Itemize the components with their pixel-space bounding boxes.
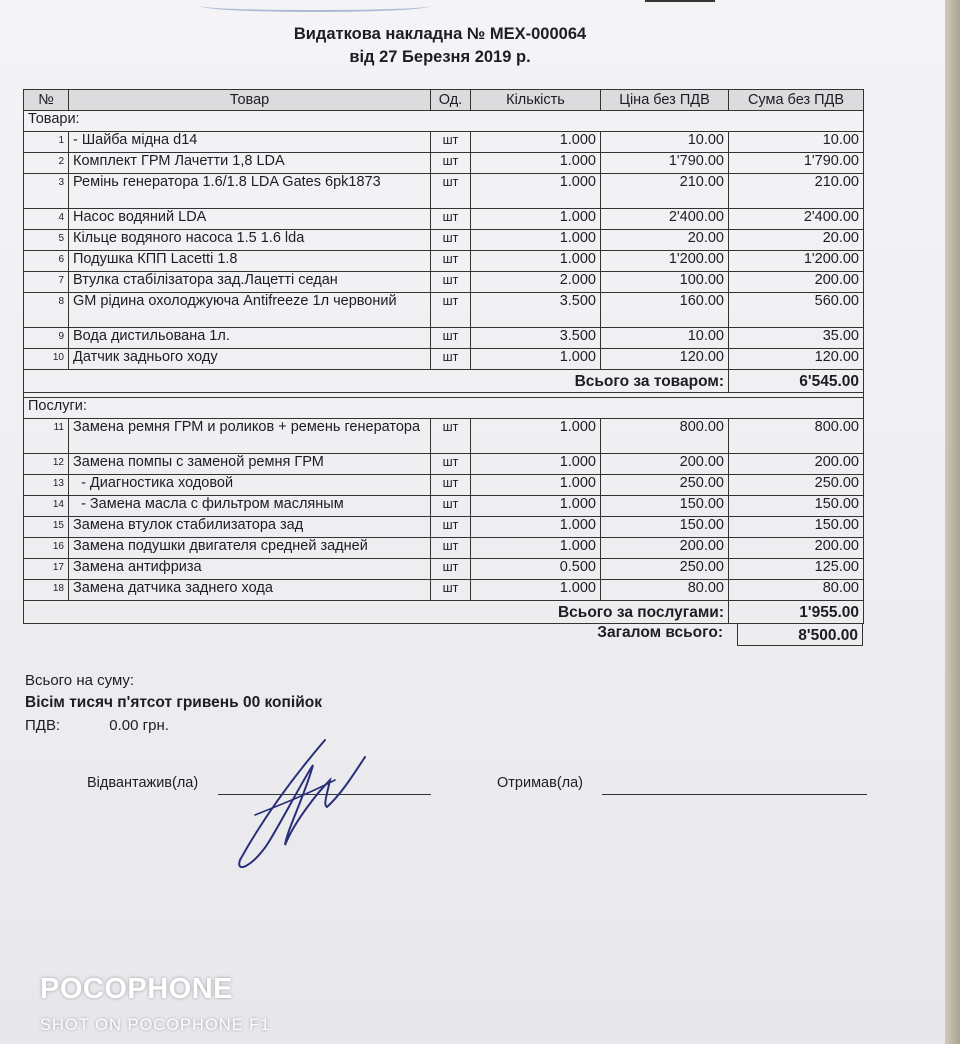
row-sum: 1'200.00 <box>729 251 864 272</box>
row-unit: шт <box>431 272 471 293</box>
row-number: 11 <box>24 419 69 454</box>
row-item-name: Кільце водяного насоса 1.5 1.6 lda <box>69 230 431 251</box>
row-unit: шт <box>431 496 471 517</box>
table-row <box>24 272 864 293</box>
section-label-services: Послуги: <box>24 398 864 419</box>
row-sum: 2'400.00 <box>729 209 864 230</box>
received-by-line <box>602 794 867 795</box>
document-title: Видаткова накладна № МЕХ-000064 <box>293 25 587 43</box>
table-row <box>24 230 864 251</box>
row-number: 3 <box>24 174 69 209</box>
row-sum: 150.00 <box>729 496 864 517</box>
row-quantity: 3.500 <box>471 328 601 349</box>
row-item-name: Замена антифриза <box>69 559 431 580</box>
row-unit: шт <box>431 349 471 370</box>
row-number: 17 <box>24 559 69 580</box>
table-row <box>24 153 864 174</box>
row-quantity: 1.000 <box>471 454 601 475</box>
table-row <box>24 174 864 209</box>
row-quantity: 1.000 <box>471 153 601 174</box>
row-quantity: 1.000 <box>471 419 601 454</box>
row-sum: 35.00 <box>729 328 864 349</box>
row-price: 250.00 <box>601 559 729 580</box>
row-price: 20.00 <box>601 230 729 251</box>
table-row <box>24 454 864 475</box>
pen-scribble <box>200 0 430 12</box>
invoice-table <box>23 89 864 624</box>
services-total-label: Всього за послугами: <box>24 601 729 624</box>
header-quantity: Кількість <box>471 90 601 111</box>
goods-total-value: 6'545.00 <box>729 370 864 393</box>
goods-total-row <box>24 370 864 393</box>
row-price: 200.00 <box>601 538 729 559</box>
table-row <box>24 349 864 370</box>
table-row <box>24 580 864 601</box>
row-quantity: 1.000 <box>471 580 601 601</box>
table-row <box>24 475 864 496</box>
section-row-services <box>24 398 864 419</box>
table-row <box>24 251 864 272</box>
row-item-name: GM рідина охолоджуюча Antifreeze 1л червоний <box>69 293 431 328</box>
row-item-name: Комплект ГРМ Лачетти 1,8 LDA <box>69 153 431 174</box>
row-price: 200.00 <box>601 454 729 475</box>
row-number: 10 <box>24 349 69 370</box>
goods-total-label: Всього за товаром: <box>24 370 729 393</box>
row-item-name: Ремінь генератора 1.6/1.8 LDA Gates 6pk1873 <box>69 174 431 209</box>
row-sum: 210.00 <box>729 174 864 209</box>
table-header-row <box>24 90 864 111</box>
section-label-goods: Товари: <box>24 111 864 132</box>
row-price: 250.00 <box>601 475 729 496</box>
row-sum: 10.00 <box>729 132 864 153</box>
row-number: 8 <box>24 293 69 328</box>
row-sum: 80.00 <box>729 580 864 601</box>
row-unit: шт <box>431 475 471 496</box>
camera-watermark-brand: POCOPHONE <box>40 973 234 1005</box>
row-price: 10.00 <box>601 132 729 153</box>
sum-label: Всього на суму: <box>25 672 135 689</box>
row-item-name: - Диагностика ходовой <box>69 475 431 496</box>
row-unit: шт <box>431 419 471 454</box>
section-row-goods <box>24 111 864 132</box>
row-unit: шт <box>431 538 471 559</box>
table-row <box>24 496 864 517</box>
row-price: 150.00 <box>601 496 729 517</box>
table-row <box>24 559 864 580</box>
row-number: 7 <box>24 272 69 293</box>
row-unit: шт <box>431 293 471 328</box>
invoice-body <box>24 111 864 624</box>
header-price: Ціна без ПДВ <box>601 90 729 111</box>
row-sum: 200.00 <box>729 272 864 293</box>
services-total-value: 1'955.00 <box>729 601 864 624</box>
table-row <box>24 517 864 538</box>
row-unit: шт <box>431 580 471 601</box>
row-sum: 20.00 <box>729 230 864 251</box>
top-mark <box>645 0 715 2</box>
row-price: 120.00 <box>601 349 729 370</box>
row-unit: шт <box>431 454 471 475</box>
row-quantity: 1.000 <box>471 174 601 209</box>
row-unit: шт <box>431 251 471 272</box>
row-number: 4 <box>24 209 69 230</box>
row-item-name: Датчик заднього ходу <box>69 349 431 370</box>
camera-watermark-caption: SHOT ON POCOPHONE F1 <box>40 1016 271 1034</box>
row-number: 6 <box>24 251 69 272</box>
row-number: 5 <box>24 230 69 251</box>
handwritten-signature <box>225 735 385 880</box>
table-row <box>24 538 864 559</box>
row-item-name: Замена датчика заднего хода <box>69 580 431 601</box>
row-sum: 125.00 <box>729 559 864 580</box>
vat-line <box>25 717 169 734</box>
row-unit: шт <box>431 559 471 580</box>
row-sum: 200.00 <box>729 454 864 475</box>
row-sum: 1'790.00 <box>729 153 864 174</box>
row-item-name: - Замена масла с фильтром масляным <box>69 496 431 517</box>
row-quantity: 1.000 <box>471 132 601 153</box>
row-item-name: - Шайба мідна d14 <box>69 132 431 153</box>
grand-total-label: Загалом всього: <box>597 624 723 641</box>
row-number: 18 <box>24 580 69 601</box>
vat-label: ПДВ: <box>25 717 61 734</box>
grand-total-value: 8'500.00 <box>737 623 863 646</box>
row-sum: 150.00 <box>729 517 864 538</box>
table-row <box>24 132 864 153</box>
vat-value: 0.00 грн. <box>109 717 169 734</box>
row-unit: шт <box>431 328 471 349</box>
row-quantity: 2.000 <box>471 272 601 293</box>
table-row <box>24 209 864 230</box>
row-quantity: 3.500 <box>471 293 601 328</box>
row-quantity: 1.000 <box>471 517 601 538</box>
row-quantity: 1.000 <box>471 251 601 272</box>
row-number: 13 <box>24 475 69 496</box>
row-quantity: 1.000 <box>471 230 601 251</box>
row-price: 2'400.00 <box>601 209 729 230</box>
row-quantity: 1.000 <box>471 496 601 517</box>
row-price: 210.00 <box>601 174 729 209</box>
row-sum: 800.00 <box>729 419 864 454</box>
document-heading <box>0 23 880 69</box>
row-unit: шт <box>431 174 471 209</box>
row-quantity: 1.000 <box>471 209 601 230</box>
row-quantity: 0.500 <box>471 559 601 580</box>
sum-in-words: Вісім тисяч п'ятсот гривень 00 копійок <box>25 694 322 711</box>
header-unit: Од. <box>431 90 471 111</box>
row-price: 10.00 <box>601 328 729 349</box>
services-total-row <box>24 601 864 624</box>
row-item-name: Замена втулок стабилизатора зад <box>69 517 431 538</box>
header-item: Товар <box>69 90 431 111</box>
table-row <box>24 328 864 349</box>
row-number: 2 <box>24 153 69 174</box>
row-price: 1'200.00 <box>601 251 729 272</box>
header-number: № <box>24 90 69 111</box>
row-sum: 120.00 <box>729 349 864 370</box>
row-item-name: Вода дистильована 1л. <box>69 328 431 349</box>
row-unit: шт <box>431 517 471 538</box>
row-price: 1'790.00 <box>601 153 729 174</box>
row-item-name: Замена ремня ГРМ и роликов + ремень генератора <box>69 419 431 454</box>
row-sum: 560.00 <box>729 293 864 328</box>
row-sum: 200.00 <box>729 538 864 559</box>
row-quantity: 1.000 <box>471 538 601 559</box>
row-number: 12 <box>24 454 69 475</box>
background-edge <box>945 0 960 1044</box>
shipped-by-label: Відвантажив(ла) <box>87 775 199 791</box>
row-item-name: Насос водяний LDA <box>69 209 431 230</box>
row-price: 100.00 <box>601 272 729 293</box>
row-number: 16 <box>24 538 69 559</box>
header-sum: Сума без ПДВ <box>729 90 864 111</box>
row-number: 14 <box>24 496 69 517</box>
row-item-name: Замена помпы с заменой ремня ГРМ <box>69 454 431 475</box>
row-sum: 250.00 <box>729 475 864 496</box>
row-quantity: 1.000 <box>471 349 601 370</box>
row-unit: шт <box>431 209 471 230</box>
row-price: 160.00 <box>601 293 729 328</box>
row-quantity: 1.000 <box>471 475 601 496</box>
row-item-name: Подушка КПП Lacetti 1.8 <box>69 251 431 272</box>
row-number: 15 <box>24 517 69 538</box>
table-row <box>24 293 864 328</box>
row-unit: шт <box>431 132 471 153</box>
row-price: 150.00 <box>601 517 729 538</box>
row-item-name: Втулка стабілізатора зад.Лацетті седан <box>69 272 431 293</box>
row-unit: шт <box>431 153 471 174</box>
row-item-name: Замена подушки двигателя средней задней <box>69 538 431 559</box>
received-by-label: Отримав(ла) <box>497 775 584 791</box>
table-row <box>24 419 864 454</box>
row-number: 1 <box>24 132 69 153</box>
row-price: 80.00 <box>601 580 729 601</box>
row-number: 9 <box>24 328 69 349</box>
row-price: 800.00 <box>601 419 729 454</box>
row-unit: шт <box>431 230 471 251</box>
document-date: від 27 Березня 2019 р. <box>349 48 531 66</box>
